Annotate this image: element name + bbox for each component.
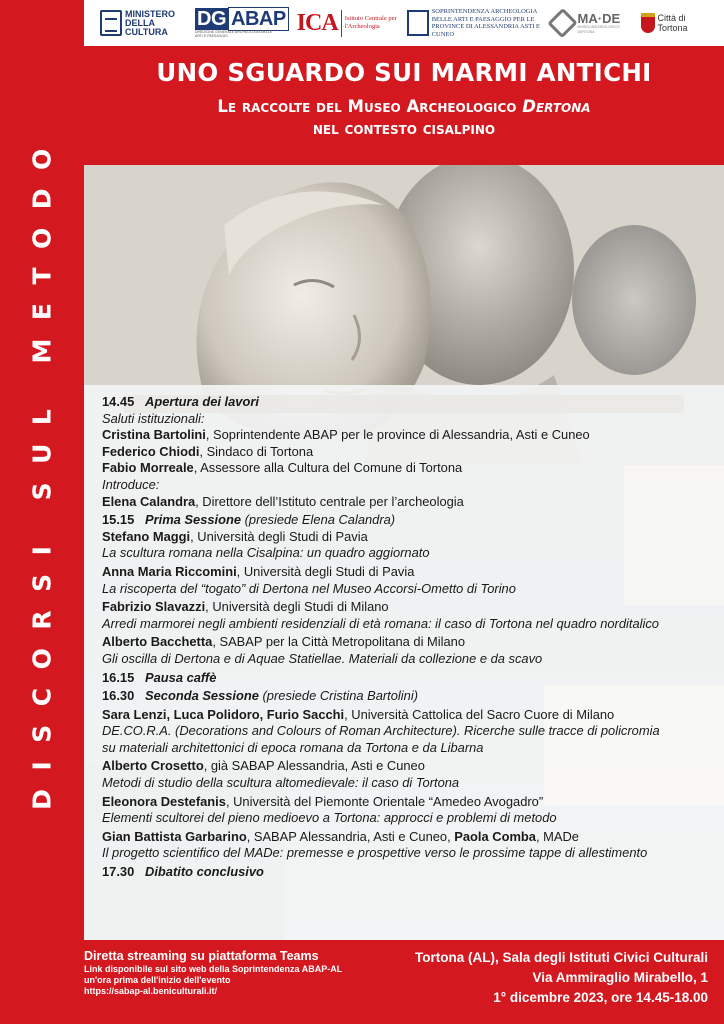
talk-title: DE.CO.R.A. (Decorations and Colours of Roman Architecture). Ricerche sulle tracce di policromia	[102, 723, 660, 739]
dgabap-logo-dg: DG	[197, 7, 226, 30]
program-line	[102, 723, 714, 740]
streaming-info	[84, 948, 404, 997]
made-knot-icon	[547, 8, 577, 38]
speaker-affiliation: , SABAP per la Città Metropolitana di Milano	[212, 634, 466, 650]
venue-address: Via Ammiraglio Mirabello, 1	[532, 970, 708, 985]
program-line	[102, 394, 714, 411]
program-line	[102, 427, 714, 444]
speaker-affiliation: , Università degli Studi di Pavia	[236, 563, 415, 579]
streaming-note-1: Link disponibile sul sito web della Soprintendenza ABAP-AL	[84, 964, 343, 974]
speaker-name: Alberto Crosetto	[102, 758, 204, 774]
bottom-band	[0, 940, 724, 1024]
program-line	[102, 529, 714, 546]
speaker-affiliation: , Assessore alla Cultura del Comune di Tortona	[193, 460, 463, 476]
made-logo-text: MA·DE	[577, 10, 621, 26]
program-line	[102, 616, 714, 633]
speaker-affiliation: , Direttore dell’Istituto centrale per l’archeologia	[195, 493, 464, 509]
dgabap-logo	[195, 9, 289, 38]
program-line	[102, 512, 714, 529]
talk-title: Arredi marmorei negli ambienti residenziali di età romana: il caso di Tortona nel quadro norditalico	[102, 615, 659, 631]
speaker-name: Eleonora Destefanis	[102, 793, 226, 809]
soprintendenza-emblem-icon	[407, 10, 429, 36]
program-list	[102, 394, 714, 881]
ica-logo-text: Istituto Centrale per l'Archeologia	[344, 15, 397, 30]
speaker-affiliation: , Soprintendente ABAP per le province di Alessandria, Asti e Cuneo	[205, 427, 590, 443]
session-time: 15.15	[102, 512, 135, 528]
ica-logo-mark: ICA	[297, 10, 342, 37]
session-chair: (presiede Cristina Bartolini)	[258, 688, 418, 704]
program-line	[102, 460, 714, 477]
program-line	[102, 829, 714, 846]
speaker-name: Federico Chiodi	[102, 443, 200, 459]
speaker-name: Stefano Maggi	[102, 528, 191, 544]
program-line	[102, 845, 714, 862]
dgabap-logo-abap: ABAP	[228, 7, 289, 31]
side-vertical-title: DISCORSI SUL METODO	[27, 130, 57, 810]
speaker-affiliation: , Università Cattolica del Sacro Cuore di Milano	[344, 706, 615, 722]
soprintendenza-logo-text: SOPRINTENDENZA ARCHEOLOGIA BELLE ARTI E PAESAGGIO PER LE PROVINCE DI ALESSANDRIA ASTI E CUNEO	[431, 8, 541, 38]
session-title: Prima Sessione	[145, 512, 242, 528]
program-line	[102, 545, 714, 562]
mic-logo-text: MINISTERO DELLA CULTURA	[125, 8, 176, 37]
speaker-affiliation: , MADe	[535, 828, 579, 844]
subtitle-line-1	[84, 96, 724, 118]
speaker-name: Fabio Morreale	[102, 460, 194, 476]
speaker-affiliation: , Università degli Studi di Pavia	[190, 528, 368, 544]
program-line	[102, 411, 714, 428]
session-chair: (presiede Elena Calandra)	[241, 512, 396, 528]
side-band	[0, 0, 84, 940]
session-title: Dibatito conclusivo	[145, 864, 264, 880]
program-line	[102, 494, 714, 511]
tortona-logo-text: Città di Tortona	[657, 13, 688, 33]
speaker-affiliation: , SABAP Alessandria, Asti e Cuneo,	[246, 828, 455, 844]
program-line	[102, 864, 714, 881]
program-line	[102, 581, 714, 598]
subtitle-line-2: nel contesto cisalpino	[312, 119, 496, 138]
program-line	[102, 775, 714, 792]
dgabap-logo-subtitle: DIREZIONE GENERALE ARCHEOLOGIA BELLE ARTI E PAESAGGIO	[195, 29, 273, 38]
session-title: Seconda Sessione	[145, 688, 259, 704]
speaker-name: Alberto Bacchetta	[102, 634, 213, 650]
speaker-affiliation: , Università degli Studi di Milano	[205, 599, 389, 615]
session-title: Pausa caffè	[145, 669, 217, 685]
speaker-name: Cristina Bartolini	[102, 427, 206, 443]
speaker-name: Sara Lenzi, Luca Polidoro, Furio Sacchi	[102, 706, 345, 722]
talk-title: La riscoperta del “togato” di Dertona nel Museo Accorsi-Ometto di Torino	[102, 580, 516, 596]
speaker-name: Anna Maria Riccomini	[102, 563, 237, 579]
subtitle-text: Le raccolte del Museo Archeologico	[217, 97, 523, 116]
soprintendenza-logo	[407, 8, 544, 38]
program-line	[102, 810, 714, 827]
program-line	[102, 634, 714, 651]
tortona-logo	[641, 13, 714, 33]
session-time: 17.30	[102, 864, 135, 880]
program-line	[102, 688, 714, 705]
program-line	[102, 444, 714, 461]
ica-logo	[297, 10, 399, 37]
program-line	[102, 707, 714, 724]
title-block	[84, 58, 724, 140]
venue-info	[415, 948, 708, 1008]
talk-title: Elementi scultorei del pieno medioevo a Tortona: approcci e problemi di metodo	[102, 810, 557, 826]
talk-title: Il progetto scientifico del MADe: premesse e prospettive verso le prossime tappe di allestimento	[102, 845, 648, 861]
streaming-url: https://sabap-al.beniculturali.it/	[84, 986, 218, 996]
logos-bar	[84, 0, 724, 46]
speaker-affiliation: , Università del Piemonte Orientale “Amedeo Avogadro”	[225, 793, 544, 809]
venue-name: Tortona (AL), Sala degli Istituti Civici Culturali	[414, 950, 708, 965]
session-time: 16.15	[102, 669, 135, 685]
speaker-name: Fabrizio Slavazzi	[102, 599, 206, 615]
program-line	[102, 670, 714, 687]
speaker-name: Gian Battista Garbarino	[102, 828, 247, 844]
talk-title: su materiali architettonici di epoca romana da Tortona e da Libarna	[102, 739, 484, 755]
program-line	[102, 599, 714, 616]
streaming-title: Diretta streaming su piattaforma Teams	[84, 949, 319, 963]
event-date: 1° dicembre 2023, ore 14.45-18.00	[493, 990, 708, 1005]
made-logo	[552, 12, 634, 35]
talk-title: La scultura romana nella Cisalpina: un quadro aggiornato	[102, 545, 430, 561]
mic-logo	[100, 10, 187, 37]
program-line	[102, 794, 714, 811]
speaker-name: Paola Comba	[454, 828, 536, 844]
speaker-affiliation: , già SABAP Alessandria, Asti e Cuneo	[203, 758, 425, 774]
program-line	[102, 758, 714, 775]
talk-title: Gli oscilla di Dertona e di Aquae Statiellae. Materiali da collezione e da scavo	[102, 650, 543, 666]
speaker-affiliation: , Sindaco di Tortona	[199, 443, 314, 459]
session-time: 16.30	[102, 688, 135, 704]
program-line	[102, 564, 714, 581]
made-logo-subtitle: MUSEO ARCHEOLOGICO DERTONA	[577, 24, 620, 34]
program-label: Introduce:	[102, 476, 160, 492]
session-title: Apertura dei lavori	[145, 394, 259, 409]
streaming-note-2: un'ora prima dell'inizio dell'evento	[84, 975, 231, 985]
tortona-crest-icon	[641, 13, 654, 33]
subtitle-dertona: Dertona	[522, 97, 591, 116]
program-line	[102, 651, 714, 668]
program-label: Saluti istituzionali:	[102, 410, 205, 426]
main-title: UNO SGUARDO SUI MARMI ANTICHI	[156, 58, 652, 87]
speaker-name: Elena Calandra	[102, 493, 196, 509]
session-time: 14.45	[102, 394, 135, 409]
mic-emblem-icon	[100, 10, 122, 36]
program-line	[102, 477, 714, 494]
talk-title: Metodi di studio della scultura altomedievale: il caso di Tortona	[102, 775, 460, 791]
program-line	[102, 740, 714, 757]
